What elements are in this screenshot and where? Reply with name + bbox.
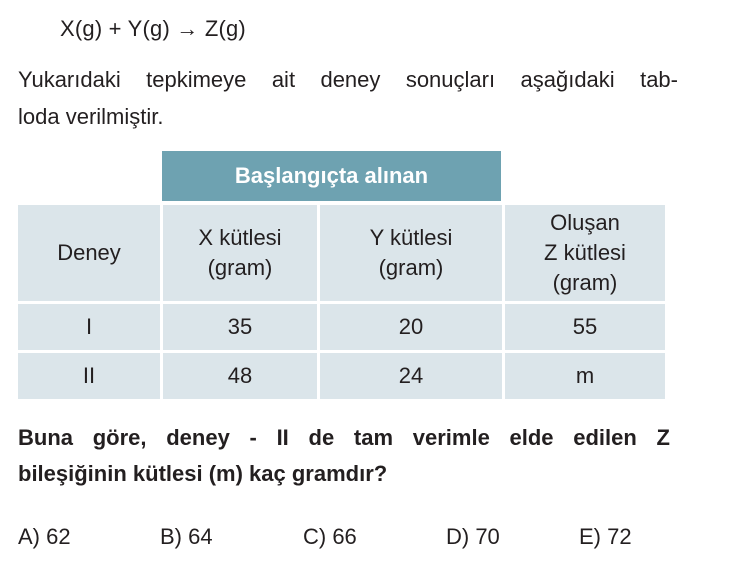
cell-x-mass: 48 — [163, 353, 317, 399]
question-line-2: bileşiğinin kütlesi (m) kaç gramdır? — [18, 461, 388, 486]
intro-line-2: loda verilmiştir. — [18, 104, 164, 129]
cell-y-mass: 20 — [320, 304, 502, 350]
option-e[interactable]: E) 72 — [579, 524, 632, 549]
header-deney: Deney — [18, 205, 160, 301]
header-y-mass: Y kütlesi (gram) — [320, 205, 502, 301]
option-a[interactable]: A) 62 — [18, 524, 71, 549]
cell-z-mass: m — [505, 353, 665, 399]
cell-deney: II — [18, 353, 160, 399]
question-text — [18, 420, 670, 492]
question-line-1: Buna göre, deney - II de tam verimle elde edilen Z — [18, 425, 670, 450]
cell-deney: I — [18, 304, 160, 350]
table-row — [18, 353, 665, 399]
intro-text — [18, 61, 678, 135]
cell-z-mass: 55 — [505, 304, 665, 350]
group-header: Başlangıçta alınan — [162, 151, 501, 201]
option-d[interactable]: D) 70 — [446, 524, 500, 549]
option-b[interactable]: B) 64 — [160, 524, 213, 549]
header-x-mass: X kütlesi (gram) — [163, 205, 317, 301]
cell-y-mass: 24 — [320, 353, 502, 399]
table-row — [18, 304, 665, 350]
header-z-mass: Oluşan Z kütlesi (gram) — [505, 205, 665, 301]
intro-line-1: Yukarıdaki tepkimeye ait deney sonuçları aşağıdaki tab- — [18, 67, 678, 92]
option-c[interactable]: C) 66 — [303, 524, 357, 549]
cell-x-mass: 35 — [163, 304, 317, 350]
reaction-equation: X(g) + Y(g) → Z(g) — [60, 16, 246, 41]
table-header-row — [18, 205, 665, 301]
